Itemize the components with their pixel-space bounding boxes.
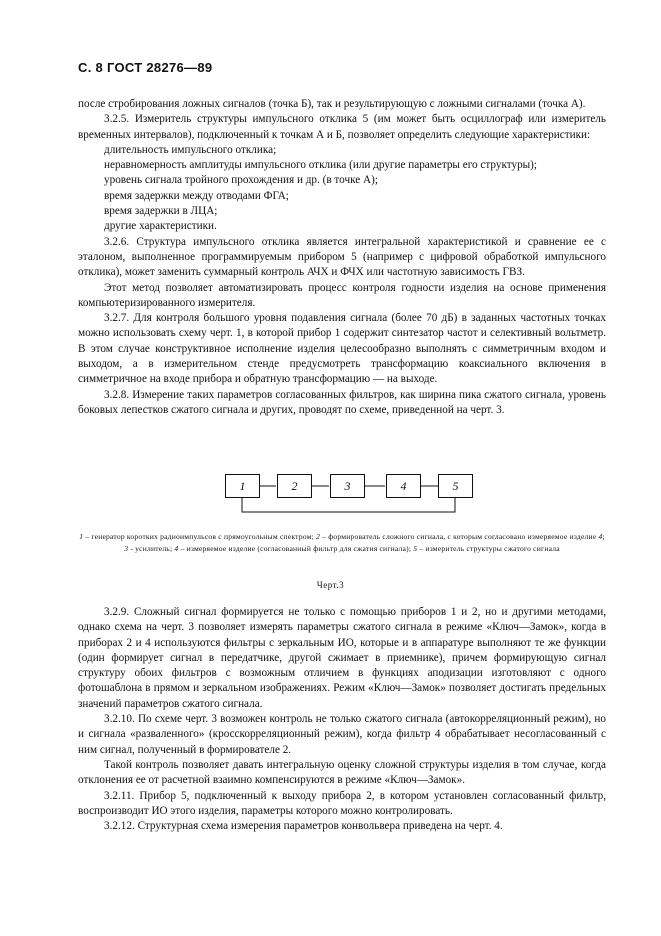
list-item: другие характеристики. <box>104 220 217 233</box>
block-diagram <box>225 470 470 520</box>
figure-label: Черт.3 <box>316 580 345 590</box>
diagram-box-1: 1 <box>225 474 260 498</box>
legend-number: 5 <box>413 544 418 554</box>
paragraph-3-2-9: 3.2.9. Сложный сигнал формируется не только с помощью приборов 1 и 2, но и другими методами, однако схема на черт. 3 позволяет измерять параметры сжатого сигнала в режиме «Ключ—Замок», когда в приборах 2 и 4 используются фильтры с зеркальным ИО, которые и в аппаратуре выполняют те же функции (один формирует сигнал в передатчике, другой сжимает в приемнике), причем формирующую сигнал структуру обоих фильтров с возможным отличием в функциях аподизации изготовляют с одного фотошаблона в прямом и зеркальном изображениях. Режим «Ключ—Замок» позволяет достигать предельных значений параметров сжатого сигнала. <box>78 606 606 710</box>
paragraph-3-2-6: 3.2.6. Структура импульсного отклика является интегральной характеристикой и сравнение ее с эталоном, выполненное программируемым прибором 5 (например с цифровой обработкой импульсного отклика), может заменить суммарный контроль АЧХ и ФЧХ или частотную зависимость ГВЗ. <box>78 235 606 279</box>
list-item: длительность импульсного отклика; <box>104 143 277 156</box>
legend-text: – генератор коротких радиоимпульсов с прямоугольным спектром; <box>83 532 317 541</box>
paragraph-method: Этот метод позволяет автоматизировать процесс контроля годности изделия на основе применения компьютеризированного измерителя. <box>78 281 606 309</box>
paragraph-3-2-7: 3.2.7. Для контроля большого уровня подавления сигнала (более 70 дБ) в заданных частотных точках можно использовать схему черт. 1, в которой прибор 1 содержит синтезатор частот и селективный вольтметр. В этом случае конструктивное исполнение изделия целесообразно выполнять с симметричным входом и выходом, а в измерительном стенде предусмотреть трансформацию коаксиального включения в симметричное на входе прибора и обратную трансформацию — на выходе. <box>78 312 606 386</box>
legend-number: 2 <box>316 532 321 541</box>
list-item: время задержки между отводами ФГА; <box>104 189 289 202</box>
legend-text: – измеритель структуры сжатого сигнала <box>417 544 560 554</box>
paragraph-continuation: после стробирования ложных сигналов (точка Б), так и результирующую с ложными сигналами (точка А). <box>78 98 586 110</box>
legend-text: - усилитель; <box>128 544 175 554</box>
paragraph-3-2-11: 3.2.11. Прибор 5, подключенный к выходу прибора 2, в котором установлен согласованный фильтр, воспроизводит ИО этого изделия, параметры которого можно контролировать. <box>78 789 606 817</box>
diagram-box-5: 5 <box>438 474 473 498</box>
legend-number: 4 <box>174 544 179 554</box>
diagram-box-2: 2 <box>277 474 312 498</box>
paragraph-3-2-10: 3.2.10. По схеме черт. 3 возможен контроль не только сжатого сигнала (автокорреляционный режим), но и сигнала «разваленного» (кросскорреляционный режим), когда фильтр 4 обрабатывает несогласованный с ним сигнал, полученный в формирователе 2. <box>78 713 606 756</box>
text-block-bottom <box>78 605 606 834</box>
paragraph-3-2-8: 3.2.8. Измерение таких параметров согласованных фильтров, как ширина пика сжатого сигнала, уровень боковых лепестков сжатого сигнала и других, проводят по схеме, приведенной на черт. 3. <box>78 388 606 416</box>
list-item: неравномерность амплитуды импульсного отклика (или другие параметры его структуры); <box>104 159 538 172</box>
page-header: С. 8 ГОСТ 28276—89 <box>78 60 213 75</box>
legend-text: – измеряемое изделие (согласованный фильтр для сжатия сигнала); <box>178 544 414 554</box>
legend-number: 4 <box>598 532 603 541</box>
legend-text: – формирователь сложного сигнала, с которым согласовано измеряемое изделие <box>320 532 599 541</box>
list-item: уровень сигнала тройного прохождения и др. (в точке А); <box>104 174 378 187</box>
figure-legend <box>78 531 606 556</box>
diagram-box-4: 4 <box>386 474 421 498</box>
diagram-box-3: 3 <box>330 474 365 498</box>
text-block-top <box>78 97 606 418</box>
legend-number: 3 <box>124 544 129 554</box>
paragraph-integral-control: Такой контроль позволяет давать интегральную оценку сложной структуры изделия в том случае, когда отклонения ее от расчетной взаимно компенсируются в режиме «Ключ—Замок». <box>78 758 606 787</box>
list-item: время задержки в ЛЦА; <box>104 205 218 218</box>
legend-text: ; <box>602 532 605 541</box>
legend-number: 1 <box>79 532 84 541</box>
paragraph-3-2-5: 3.2.5. Измеритель структуры импульсного отклика 5 (им может быть осциллограф или измеритель временных интервалов), подключенный к точкам А и Б, позволяет определить следующие характеристики: <box>78 113 606 141</box>
paragraph-3-2-12: 3.2.12. Структурная схема измерения параметров конвольвера приведена на черт. 4. <box>104 820 503 833</box>
